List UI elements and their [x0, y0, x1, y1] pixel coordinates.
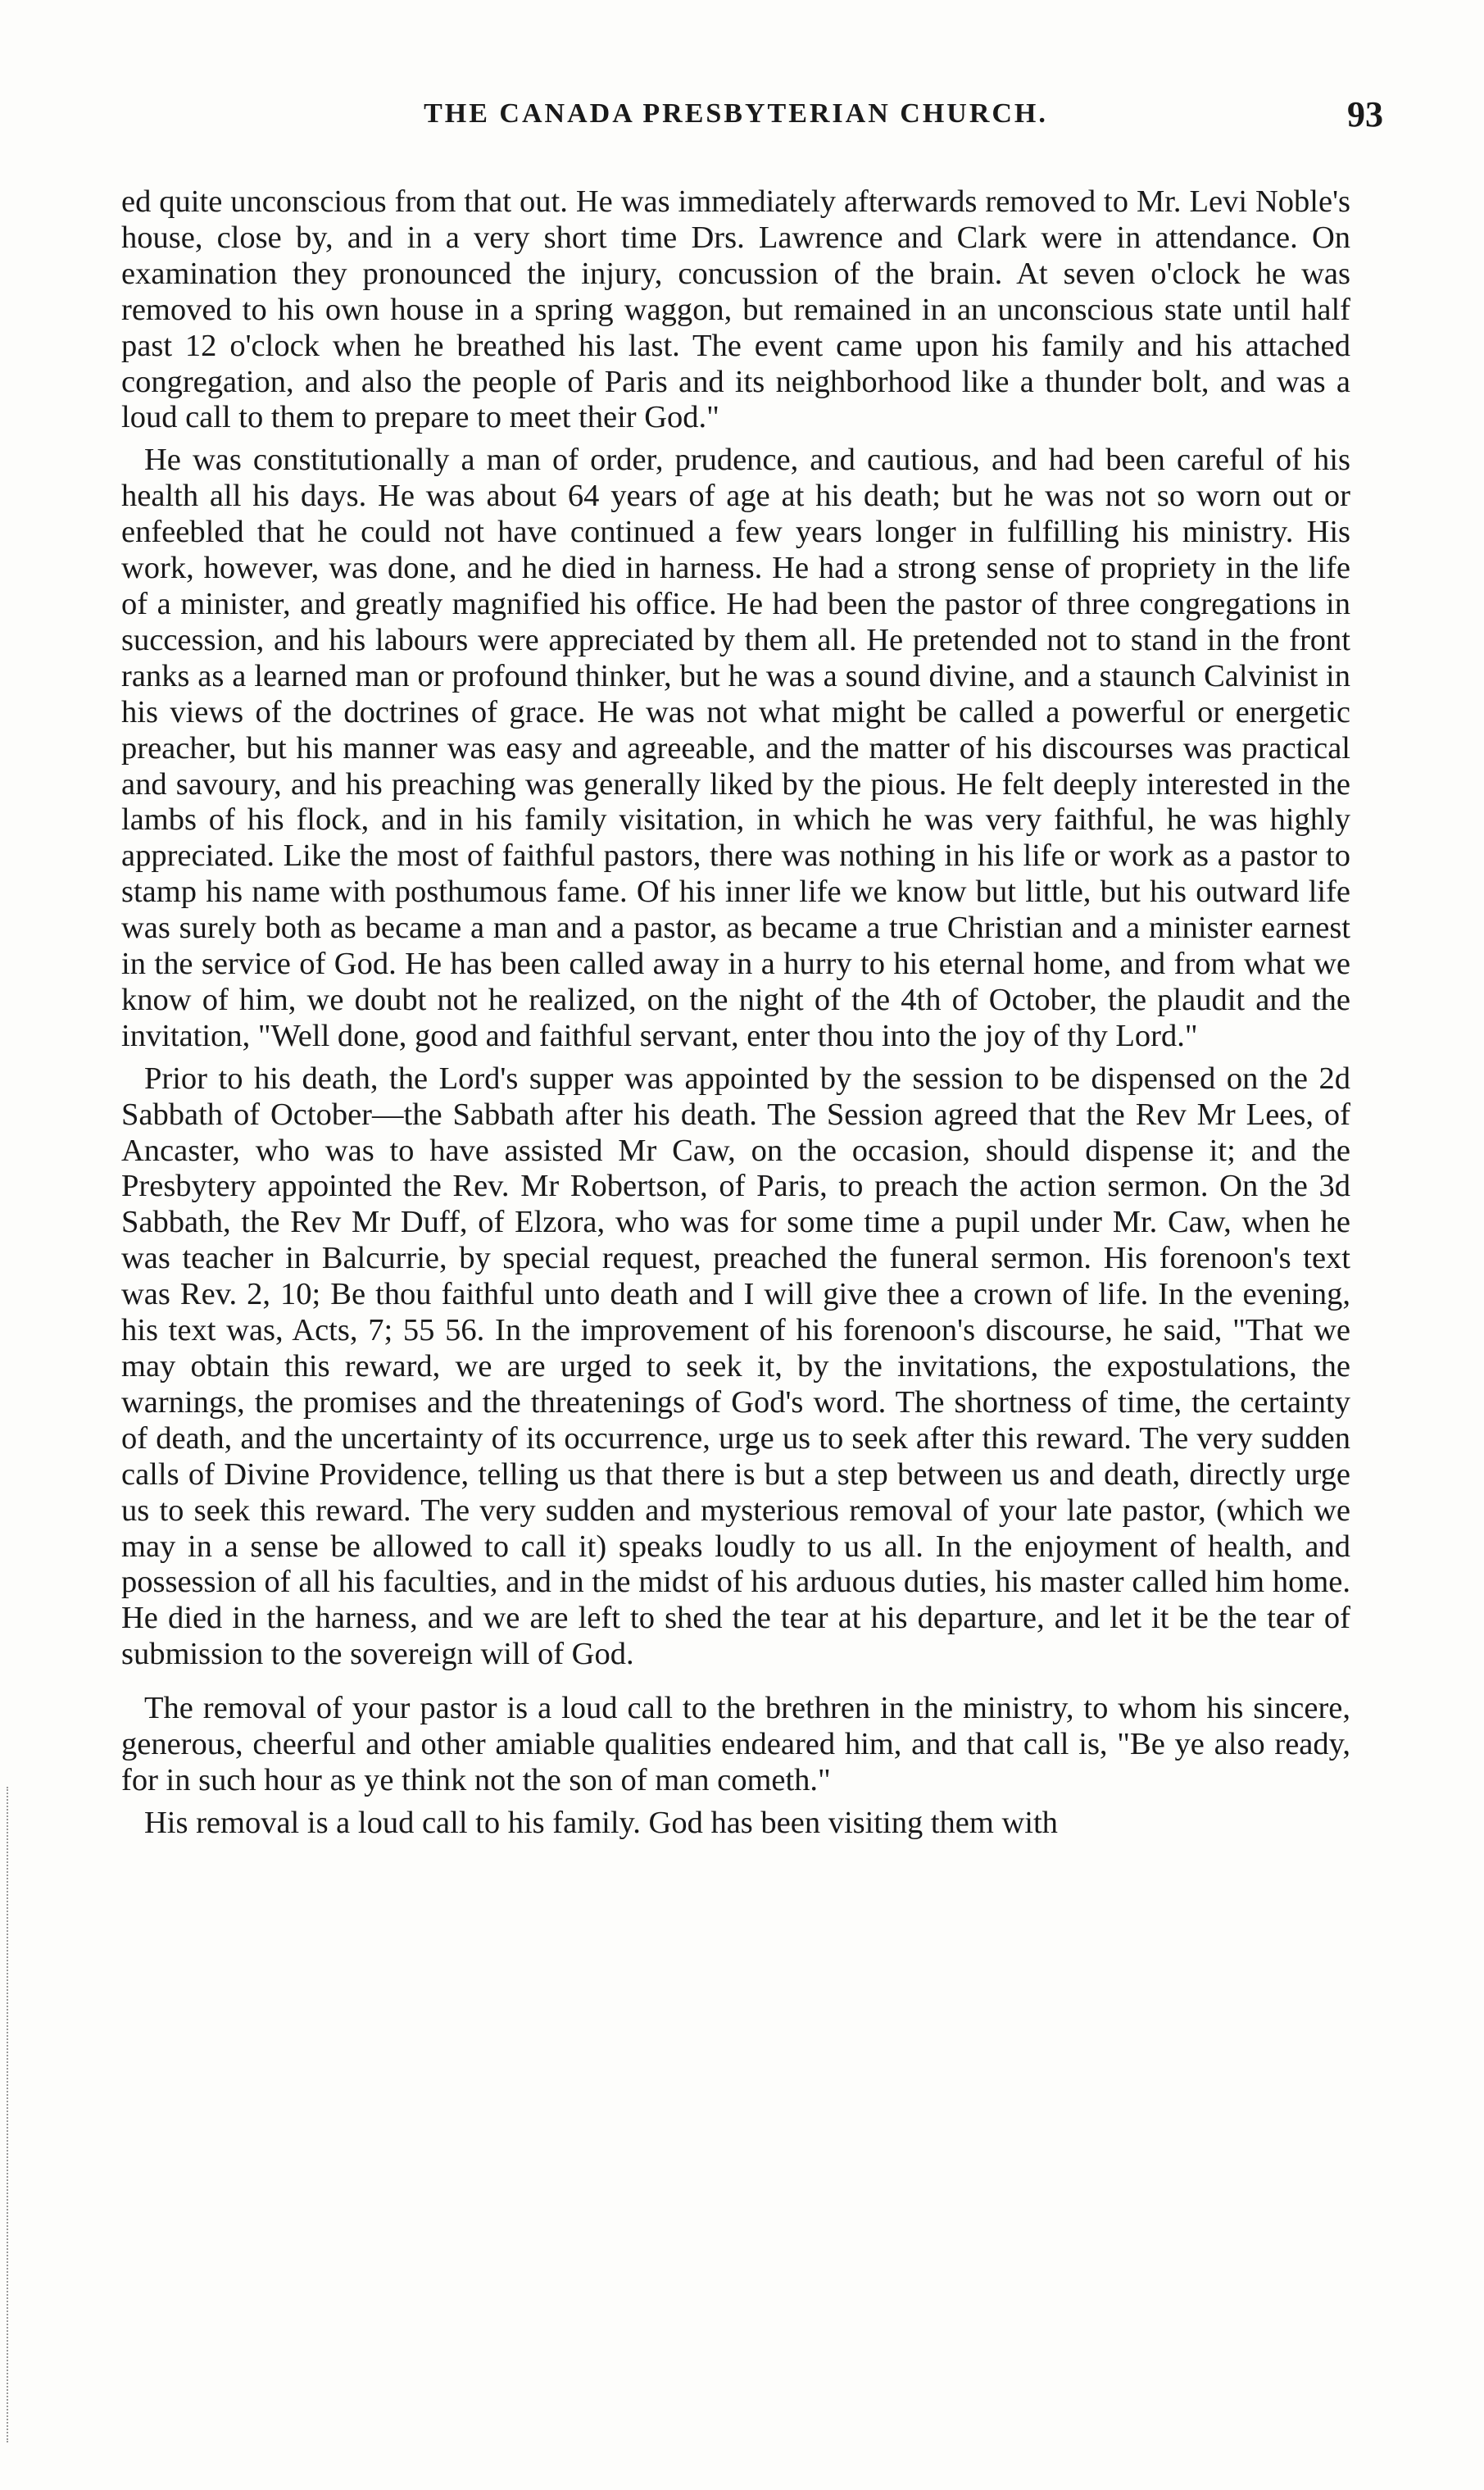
page-number: 93 — [1347, 94, 1383, 134]
paragraph-character: He was constitutionally a man of order, prudence, and cautious, and had been careful of his health all his days. He was about 64 years of age at his death; but he was not so worn out or enfeebled that he could not have continued a few years longer in fulfilling his ministry. His work, however, was done, and he died in harness. He had a strong sense of propriety in the life of a minister, and greatly magnified his office. He had been the pastor of three congregations in succession, and his labours were appreciated by them all. He pretended not to stand in the front ranks as a learned man or profound thinker, but he was a sound divine, and a staunch Calvinist in his views of the doctrines of grace. He was not what might be called a powerful or energetic preacher, but his manner was easy and agreeable, and the matter of his discourses was practical and savoury, and his preaching was generally liked by the pious. He felt deeply interested in the lambs of his flock, and in his family visitation, in which he was very faithful, he was highly appreciated. Like the most of faithful pastors, there was nothing in his life or work as a pastor to stamp his name with posthumous fame. Of his inner life we know but little, but his outward life was surely both as became a man and a pastor, as became a true Christian and a minister earnest in the service of God. He has been called away in a hurry to his eternal home, and from what we know of him, we doubt not he realized, on the night of the 4th of October, the plaudit and the invitation, "Well done, good and faithful servant, enter thou into the joy of thy Lord." — [121, 443, 1350, 1053]
paragraph-continuation: ed quite unconscious from that out. He was immediately afterwards removed to Mr. Levi Noble's house, close by, and in a very short time Drs. Lawrence and Clark were in attendance. On examination they pronounced the injury, concussion of the brain. At seven o'clock he was removed to his own house in a spring waggon, but remained in an unconscious state until half past 12 o'clock when he breathed his last. The event came upon his family and his attached congregation, and also the people of Paris and its neighborhood like a thunder bolt, and was a loud call to them to prepare to meet their God." — [121, 184, 1350, 435]
paragraph-call-to-family: His removal is a loud call to his family. God has been visiting them with — [144, 1805, 1058, 1840]
page-header — [121, 94, 1383, 148]
body-text — [121, 184, 1350, 1848]
paragraph-funeral-sermon: Prior to his death, the Lord's supper was appointed by the session to be dispensed on the 2d Sabbath of October—the Sabbath after his death. The Session agreed that the Rev Mr Lees, of Ancaster, who was to have assisted Mr Caw, on the occasion, should dispense it; and the Presbytery appointed the Rev. Mr Robertson, of Paris, to preach the action sermon. On the 3d Sabbath, the Rev Mr Duff, of Elzora, who was for some time a pupil under Mr. Caw, when he was teacher in Balcurrie, by special request, preached the funeral sermon. His forenoon's text was Rev. 2, 10; Be thou faithful unto death and I will give thee a crown of life. In the evening, his text was, Acts, 7; 55 56. In the improvement of his forenoon's discourse, he said, "That we may obtain this reward, we are urged to seek it, by the invitations, the expostulations, the warnings, the promises and the threatenings of God's word. The shortness of time, the certainty of death, and the uncertainty of its occurrence, urge us to seek after this reward. The very sudden calls of Divine Providence, telling us that there is but a step between us and death, directly urge us to seek this reward. The very sudden and mysterious removal of your late pastor, (which we may in a sense be allowed to call it) speaks loudly to us all. In the enjoyment of health, and possession of all his faculties, and in the midst of his arduous duties, his master called him home. He died in the harness, and we are left to shed the tear at his departure, and let it be the tear of submission to the sovereign will of God. — [121, 1061, 1350, 1672]
paragraph-call-to-brethren: The removal of your pastor is a loud call to the brethren in the ministry, to whom his sincere, generous, cheerful and other amiable qualities endeared him, and that call is, "Be ye also ready, for in such hour as ye think not the son of man cometh." — [121, 1691, 1350, 1797]
running-title: THE CANADA PRESBYTERIAN CHURCH. — [424, 98, 1048, 129]
scan-margin-mark — [7, 1787, 10, 2442]
